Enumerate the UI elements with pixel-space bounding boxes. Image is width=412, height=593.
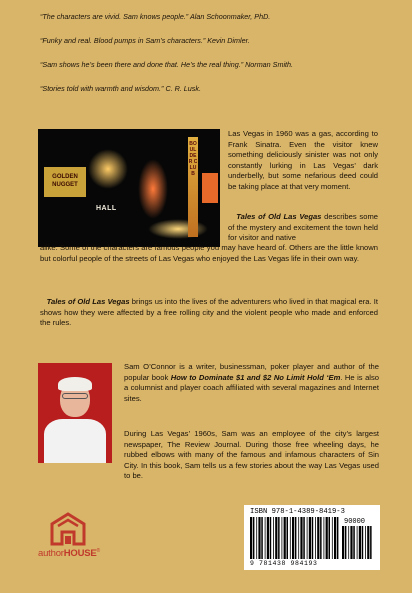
quote-2: “Funky and real. Blood pumps in Sam’s characters.” Kevin Dimler. bbox=[40, 36, 250, 45]
barcode-bar bbox=[270, 517, 272, 559]
author-photo bbox=[38, 363, 112, 463]
book-title-2: Tales of Old Las Vegas bbox=[46, 297, 130, 306]
isbn-barcode bbox=[244, 505, 380, 570]
barcode-bar bbox=[370, 526, 372, 559]
barcode-bar bbox=[315, 517, 316, 559]
barcode-bar bbox=[334, 517, 336, 559]
barcode-bar bbox=[290, 517, 291, 559]
barcode-bar bbox=[265, 517, 266, 559]
barcode-bar bbox=[250, 517, 252, 559]
barcode-bar bbox=[348, 526, 349, 559]
barcode-number: 9 781438 984193 bbox=[250, 560, 318, 567]
barcode-bar bbox=[282, 517, 283, 559]
barcode-bar bbox=[298, 517, 299, 559]
book-title: Tales of Old Las Vegas bbox=[236, 212, 322, 221]
barcode-bar bbox=[359, 526, 361, 559]
barcode-bar bbox=[292, 517, 294, 559]
barcode-bar bbox=[275, 517, 277, 559]
golden-nugget-sign: GOLDEN NUGGET bbox=[44, 167, 86, 197]
barcode-bar bbox=[300, 517, 302, 559]
barcode-bar bbox=[324, 517, 325, 559]
isbn-label: ISBN 978-1-4389-8419-3 bbox=[250, 508, 345, 516]
barcode-bar bbox=[357, 526, 358, 559]
quote-4: “Stories told with warmth and wisdom.” C. R. Lusk. bbox=[40, 84, 201, 93]
barcode-bar bbox=[287, 517, 289, 559]
barcode-addon-number: 90000 bbox=[344, 518, 366, 526]
barcode-bar bbox=[256, 517, 257, 559]
barcode-bar bbox=[303, 517, 305, 559]
house-logo-icon bbox=[50, 512, 86, 546]
barcode-bar bbox=[317, 517, 319, 559]
barcode-bar bbox=[278, 517, 280, 559]
barcode-bar bbox=[261, 517, 263, 559]
barcode-bar bbox=[295, 517, 297, 559]
intro-paragraph-2-cont: alike. Some of the characters are famous people you may have heard of. Others are the little known but colorful people of the streets of Las Vegas who enjoyed the Las Vegas life in their own way. bbox=[40, 243, 378, 263]
boulder-club-sign: BOULDER CLUB bbox=[188, 141, 198, 177]
barcode-bar bbox=[345, 526, 347, 559]
author-bio-1: Sam O’Connor is a writer, businessman, poker player and author of the popular book How to Dominate $1 and $2 No Limit Hold ‘Em. He is also a columnist and player coach affiliated with several magazines and Internet sites. bbox=[124, 362, 379, 403]
neon-sign-right bbox=[202, 173, 218, 203]
intro-paragraph-2: Tales of Old Las Vegas describes some of the mystery and excitement the town held for visitor and native bbox=[228, 212, 378, 242]
barcode-bar bbox=[337, 517, 339, 559]
barcode-bar bbox=[258, 517, 260, 559]
endorsement-quotes bbox=[40, 12, 400, 108]
ean-barcode-bars bbox=[250, 517, 340, 559]
vegas-night-photo bbox=[38, 129, 220, 247]
quote-3: “Sam shows he’s been there and done that. He’s the real thing.” Norman Smith. bbox=[40, 60, 294, 69]
barcode-bar bbox=[350, 526, 352, 559]
quote-1: “The characters are vivid. Sam knows people.” Alan Schoonmaker, PhD. bbox=[40, 12, 271, 21]
barcode-bar bbox=[329, 517, 331, 559]
hall-sign: HALL bbox=[96, 205, 117, 212]
barcode-bar bbox=[326, 517, 328, 559]
barcode-bar bbox=[320, 517, 322, 559]
barcode-bar bbox=[362, 526, 364, 559]
barcode-bar bbox=[312, 517, 314, 559]
publisher-name: authorHOUSE® bbox=[38, 548, 101, 560]
barcode-bar bbox=[365, 526, 366, 559]
barcode-bar bbox=[332, 517, 333, 559]
addon-barcode-bars bbox=[342, 526, 374, 559]
intro-paragraph-3: Tales of Old Las Vegas brings us into the lives of the adventurers who lived in that magical era. It shows how they were affected by a free rolling city and the violent people who made and enforced the rules. bbox=[40, 297, 378, 327]
barcode-bar bbox=[307, 517, 308, 559]
barcode-bar bbox=[367, 526, 369, 559]
barcode-bar bbox=[342, 526, 344, 559]
intro-paragraph-1: Las Vegas in 1960 was a gas, according to Frank Sinatra. Even the visitor knew something deliciously sinister was not only constantly lurking in Las Vegas’ dark underbelly, but some nefarious deed could be taking place at that very moment. bbox=[228, 129, 378, 191]
barcode-bar bbox=[353, 526, 355, 559]
other-book-title: How to Dominate $1 and $2 No Limit Hold ‘Em bbox=[170, 372, 341, 382]
barcode-bar bbox=[267, 517, 269, 559]
author-bio-2: During Las Vegas’ 1960s, Sam was an employee of the city’s largest newspaper, The Review Journal. During those free wheeling days, he rubbed elbows with many of the famous and infamous characters of Sin City. In this book, Sam tells us a few stories about the way Las Vegas used to be. bbox=[124, 429, 379, 480]
barcode-bar bbox=[309, 517, 311, 559]
barcode-bar bbox=[253, 517, 255, 559]
barcode-bar bbox=[273, 517, 274, 559]
barcode-bar bbox=[284, 517, 286, 559]
